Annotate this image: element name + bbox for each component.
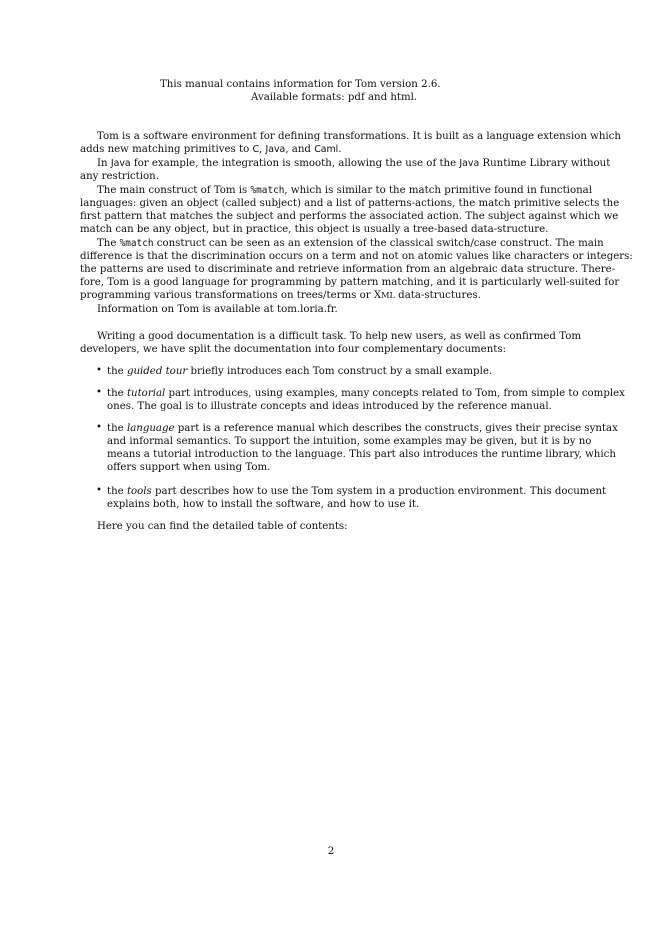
match-paragraph-line: match can be any object, but in practice, this object is usually a tree-based data-structure. bbox=[80, 224, 549, 235]
switch-paragraph-line: fore, Tom is a good language for programming by pattern matching, and it is particularly well-suited for bbox=[80, 277, 620, 288]
list-item-tutorial: ones. The goal is to illustrate concepts and ideas introduced by the reference manual. bbox=[107, 401, 552, 412]
docs-paragraph-line: developers, we have split the documentation into four complementary documents: bbox=[80, 344, 507, 355]
list-item-tools: the tools part describes how to use the Tom system in a production environment. This document bbox=[107, 486, 607, 497]
switch-paragraph-line: difference is that the discrimination occurs on a term and not on atomic values like characters or integers: bbox=[80, 251, 633, 262]
intro-paragraph-line: adds new matching primitives to C, Java, and Caml. bbox=[80, 144, 342, 155]
toc-intro-line: Here you can find the detailed table of contents: bbox=[97, 521, 348, 532]
list-item-guided-tour: the guided tour briefly introduces each Tom construct by a small example. bbox=[107, 366, 493, 377]
info-line: Information on Tom is available at tom.loria.fr. bbox=[97, 304, 338, 315]
xml-smallcaps: XML bbox=[373, 290, 395, 301]
formats-line: Available formats: pdf and html. bbox=[251, 92, 418, 103]
switch-paragraph-line: programming various transformations on trees/terms or XML data-structures. bbox=[80, 290, 481, 301]
match-paragraph-line: The main construct of Tom is %match, which is similar to the match primitive found in functional bbox=[97, 185, 592, 196]
match-paragraph-line: first pattern that matches the subject and performs the associated action. The subject against which we bbox=[80, 211, 619, 222]
list-item-language: the language part is a reference manual which describes the constructs, gives their precise syntax bbox=[107, 423, 618, 434]
switch-paragraph-line: The %match construct can be seen as an extension of the classical switch/case construct. The main bbox=[97, 238, 604, 249]
bullet-icon: • bbox=[96, 387, 102, 398]
list-item-tutorial: the tutorial part introduces, using examples, many concepts related to Tom, from simple to complex bbox=[107, 388, 625, 399]
java-paragraph-line: any restriction. bbox=[80, 171, 159, 182]
list-item-tools: explains both, how to install the software, and how to use it. bbox=[107, 499, 420, 510]
bullet-icon: • bbox=[96, 422, 102, 433]
list-item-language: means a tutorial introduction to the language. This part also introduces the runtime library, which bbox=[107, 449, 616, 460]
page-number: 2 bbox=[327, 846, 335, 857]
version-line: This manual contains information for Tom version 2.6. bbox=[160, 79, 441, 90]
match-keyword: %match bbox=[250, 185, 285, 196]
list-item-language: offers support when using Tom. bbox=[107, 462, 271, 473]
intro-paragraph-line: Tom is a software environment for defining transformations. It is built as a language extension which bbox=[97, 131, 621, 142]
docs-paragraph-line: Writing a good documentation is a difficult task. To help new users, as well as confirmed Tom bbox=[97, 331, 581, 342]
list-item-language: and informal semantics. To support the intuition, some examples may be given, but it is by no bbox=[107, 436, 592, 447]
java-paragraph-line: In Java for example, the integration is smooth, allowing the use of the Java Runtime Library without bbox=[97, 158, 611, 169]
language-c: C bbox=[252, 144, 259, 155]
bullet-icon: • bbox=[96, 485, 102, 496]
match-paragraph-line: languages: given an object (called subject) and a list of patterns-actions, the match primitive selects the bbox=[80, 198, 620, 209]
language-caml: Caml bbox=[314, 144, 339, 155]
switch-paragraph-line: the patterns are used to discriminate and retrieve information from an algebraic data structure. There- bbox=[80, 264, 616, 275]
language-java: Java bbox=[265, 144, 286, 155]
bullet-icon: • bbox=[96, 365, 102, 376]
